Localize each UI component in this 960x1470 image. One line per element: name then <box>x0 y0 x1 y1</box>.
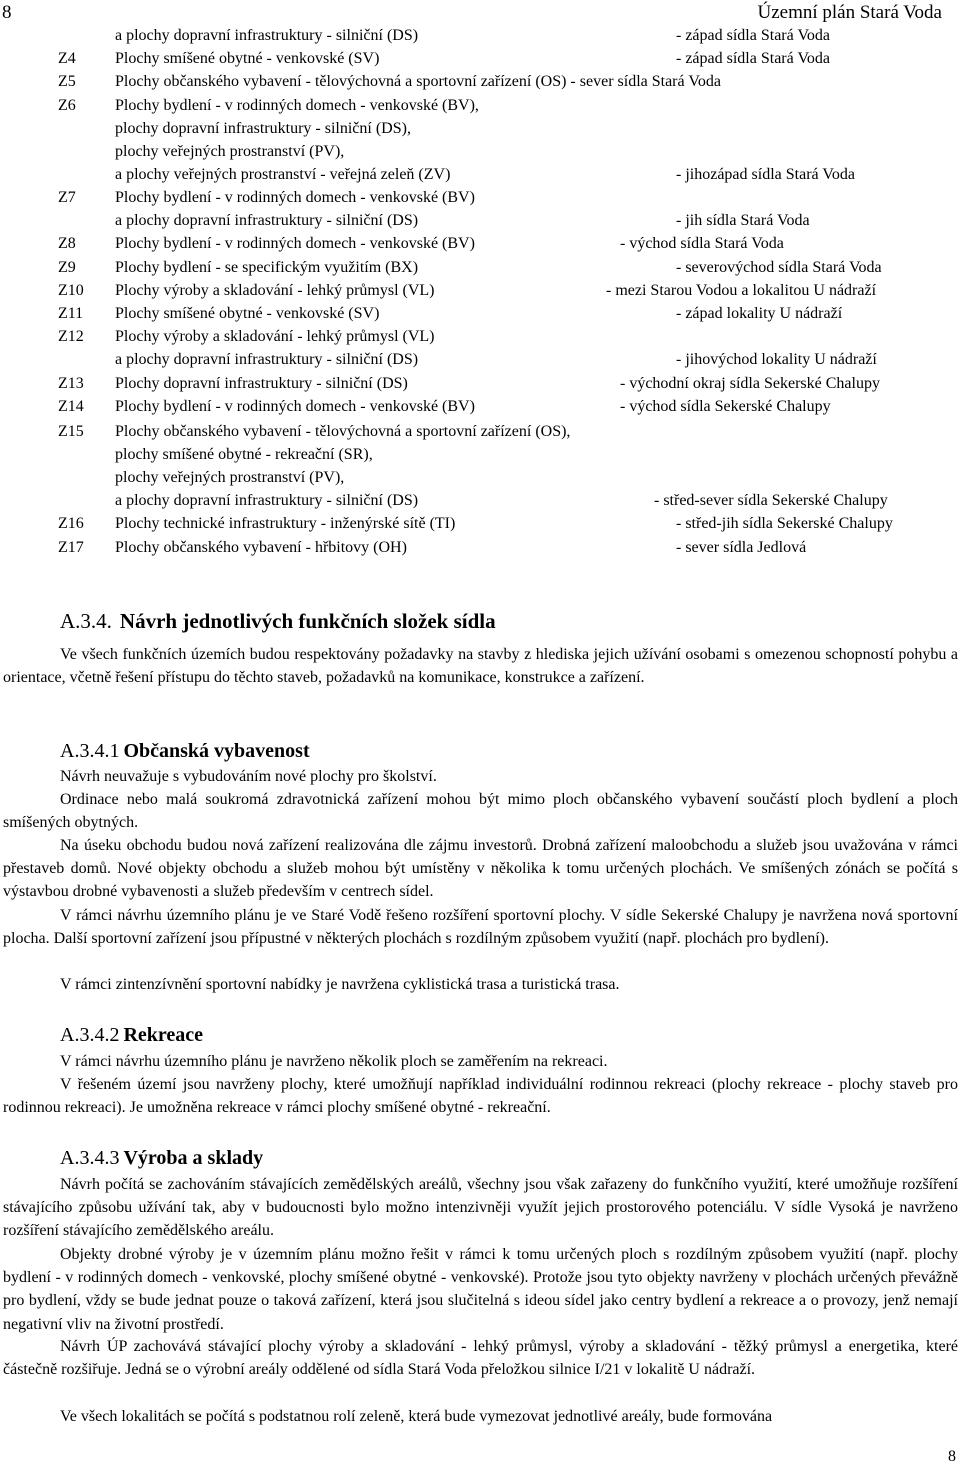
zone-description: Plochy smíšené obytné - venkovské (SV) <box>115 305 380 322</box>
zone-row <box>0 420 960 443</box>
zone-description: Plochy technické infrastruktury - inženýrské sítě (TI) <box>115 515 456 532</box>
zone-code: Z15 <box>58 423 84 440</box>
zone-description: a plochy dopravní infrastruktury - silniční (DS) <box>115 212 419 229</box>
zone-description: a plochy dopravní infrastruktury - silniční (DS) <box>115 351 419 368</box>
zone-description: Plochy občanského vybavení - tělovýchovná a sportovní zařízení (OS), <box>115 423 571 440</box>
zone-row <box>0 443 960 466</box>
subsection-heading-civic <box>60 738 310 764</box>
zone-row <box>0 536 960 559</box>
paragraph: Ordinace nebo malá soukromá zdravotnická zařízení mohou být mimo ploch občanského vybavení součástí ploch bydlení a ploch smíšených obytných. <box>3 791 958 832</box>
zone-location: - jihovýchod lokality U nádraží <box>676 351 877 368</box>
zone-description: Plochy občanského vybavení - tělovýchovná a sportovní zařízení (OS) - sever sídla Stará Voda <box>115 73 721 90</box>
paragraph: Ve všech lokalitách se počítá s podstatnou rolí zeleně, která bude vymezovat jednotlivé areály, bude formována <box>60 1408 773 1425</box>
paragraph: Návrh ÚP zachovává stávající plochy výroby a skladování - lehký průmysl, výroby a skladování - těžký průmysl a energetika, které částečně rozšiřuje. Jedná se o výrobní areály oddělené od sídla Stará Voda přeložkou silnice I/21 v lokalitě U nádraží. <box>3 1338 958 1379</box>
zone-description: plochy veřejných prostranství (PV), <box>115 469 345 486</box>
zone-description: Plochy výroby a skladování - lehký průmysl (VL) <box>115 282 435 299</box>
subsection-number: A.3.4.2 <box>60 1024 120 1046</box>
zone-location: - střed-jih sídla Sekerské Chalupy <box>676 515 893 532</box>
subsection-title: Občanská vybavenost <box>123 740 310 762</box>
zone-description: a plochy dopravní infrastruktury - silniční (DS) <box>115 492 419 509</box>
zone-description: Plochy bydlení - v rodinných domech - venkovské (BV) <box>115 235 475 252</box>
zone-code: Z5 <box>58 73 76 90</box>
zone-location: - západ lokality U nádraží <box>676 305 843 322</box>
zone-description: Plochy bydlení - se specifickým využitím (BX) <box>115 259 419 276</box>
header-page-number: 8 <box>2 2 12 23</box>
section-number: A.3.4. <box>60 609 112 633</box>
section-heading <box>60 606 496 636</box>
zone-location: - východ sídla Stará Voda <box>620 235 784 252</box>
footer-page-number: 8 <box>948 1448 956 1465</box>
paragraph: V rámci návrhu územního plánu je navrženo několik ploch se zaměřením na rekreaci. <box>60 1053 608 1070</box>
zone-row <box>0 348 960 371</box>
zone-row <box>0 47 960 70</box>
zone-location: - západ sídla Stará Voda <box>676 50 831 67</box>
zone-row <box>0 256 960 279</box>
zone-location: - východ sídla Sekerské Chalupy <box>620 398 831 415</box>
subsection-heading-production <box>60 1145 263 1171</box>
paragraph: Objekty drobné výroby je v územním plánu možno řešit v rámci k tomu určených ploch s rozdílným způsobem využití (např. plochy bydlení - v rodinných domech - venkovské, plochy smíšené obytné - venkovské). Protože jsou tyto objekty navrženy v plochách určených převážně pro bydlení, vždy se bude jednat pouze o taková zařízení, která jsou slučitelná s ideou sídel jako centry bydlení a rekreace a o provozy, jenž nemají negativní vliv na životní prostředí. <box>3 1246 958 1333</box>
zone-description: plochy dopravní infrastruktury - silniční (DS), <box>115 120 411 137</box>
subsection-number: A.3.4.1 <box>60 740 120 762</box>
zone-code: Z9 <box>58 259 76 276</box>
zone-row <box>0 489 960 512</box>
zone-code: Z17 <box>58 539 84 556</box>
zone-row <box>0 279 960 302</box>
paragraph: V rámci zintenzívnění sportovní nabídky je navržena cyklistická trasa a turistická trasa. <box>60 976 620 993</box>
zone-code: Z12 <box>58 328 84 345</box>
subsection-number: A.3.4.3 <box>60 1147 120 1169</box>
zone-description: Plochy výroby a skladování - lehký průmysl (VL) <box>115 328 435 345</box>
zone-code: Z13 <box>58 375 84 392</box>
zone-description: Plochy dopravní infrastruktury - silniční (DS) <box>115 375 408 392</box>
zone-location: - sever sídla Jedlová <box>676 539 807 556</box>
paragraph: Návrh počítá se zachováním stávajících zemědělských areálů, všechny jsou však zařazeny do funkčního využití, které umožňuje rozšíření stávajícího způsobu užívání tak, aby v budoucnosti bylo možno intenzivněji využít jejich prostorového potenciálu. V sídle Vysoká je navrženo rozšíření stávajícího zemědělského areálu. <box>3 1176 958 1240</box>
zone-description: Plochy bydlení - v rodinných domech - venkovské (BV) <box>115 398 475 415</box>
zone-location: - mezi Starou Vodou a lokalitou U nádraží <box>606 282 877 299</box>
zone-description: Plochy smíšené obytné - venkovské (SV) <box>115 50 380 67</box>
zone-code: Z16 <box>58 515 84 532</box>
header-document-title: Územní plán Stará Voda <box>757 2 942 23</box>
zone-row <box>0 186 960 209</box>
zone-code: Z11 <box>58 305 84 322</box>
section-intro-paragraph: Ve všech funkčních územích budou respektovány požadavky na stavby z hlediska jejich užívání osobami s omezenou schopností pohybu a orientace, včetně řešení přístupu do těchto staveb, požadavků na komunikace, konstrukce a zařízení. <box>3 646 958 687</box>
zone-code: Z4 <box>58 50 76 67</box>
subsection-title: Rekreace <box>123 1024 204 1046</box>
zone-code: Z8 <box>58 235 76 252</box>
zone-row <box>0 70 960 93</box>
zone-code: Z10 <box>58 282 84 299</box>
zone-description: a plochy dopravní infrastruktury - silniční (DS) <box>115 27 419 44</box>
zone-location: - západ sídla Stará Voda <box>676 27 831 44</box>
zone-row <box>0 395 960 418</box>
paragraph: V rámci návrhu územního plánu je ve Staré Vodě řešeno rozšíření sportovní plochy. V sídle Sekerské Chalupy je navržena nová sportovní plocha. Další sportovní zařízení jsou přípustné v některých plochách s rozdílným způsobem využití (např. plochách pro bydlení). <box>3 907 958 948</box>
zone-code: Z6 <box>58 97 76 114</box>
zone-row <box>0 24 960 47</box>
zone-row <box>0 372 960 395</box>
zone-location: - východní okraj sídla Sekerské Chalupy <box>620 375 880 392</box>
zone-row <box>0 325 960 348</box>
zone-description: plochy veřejných prostranství (PV), <box>115 143 345 160</box>
zone-code: Z14 <box>58 398 84 415</box>
zone-code: Z7 <box>58 189 76 206</box>
paragraph: Na úseku obchodu budou nová zařízení realizována dle zájmu investorů. Drobná zařízení maloobchodu a služeb jsou uvažována v rámci přestaveb domů. Nové objekty obchodu a služeb mohou být umístěny v několika k tomu určených plochách. Ve smíšených zónách se počítá s výstavbou drobné vybavenosti a služeb především v centrech sídel. <box>3 837 958 901</box>
section-title: Návrh jednotlivých funkčních složek sídla <box>119 609 496 633</box>
zone-row <box>0 163 960 186</box>
zone-description: a plochy veřejných prostranství - veřejná zeleň (ZV) <box>115 166 451 183</box>
zone-row <box>0 512 960 535</box>
zone-row <box>0 140 960 163</box>
zone-description: Plochy bydlení - v rodinných domech - venkovské (BV), <box>115 97 479 114</box>
zone-location: - severovýchod sídla Stará Voda <box>676 259 882 276</box>
subsection-heading-recreation <box>60 1022 203 1048</box>
zone-row <box>0 209 960 232</box>
zone-row <box>0 94 960 117</box>
zone-location: - střed-sever sídla Sekerské Chalupy <box>654 492 888 509</box>
zone-description: Plochy občanského vybavení - hřbitovy (OH) <box>115 539 407 556</box>
zone-description: Plochy bydlení - v rodinných domech - venkovské (BV) <box>115 189 475 206</box>
zone-row <box>0 466 960 489</box>
paragraph: V řešeném území jsou navrženy plochy, které umožňují například individuální rodinnou rekreaci (plochy rekreace - plochy staveb pro rodinnou rekreaci). Je umožněna rekreace v rámci plochy smíšené obytné - rekreační. <box>3 1076 958 1117</box>
paragraph: Návrh neuvažuje s vybudováním nové plochy pro školství. <box>60 768 437 785</box>
zone-location: - jih sídla Stará Voda <box>676 212 810 229</box>
zone-row <box>0 117 960 140</box>
zone-row <box>0 302 960 325</box>
subsection-title: Výroba a sklady <box>123 1147 264 1169</box>
zone-description: plochy smíšené obytné - rekreační (SR), <box>115 446 373 463</box>
zone-row <box>0 232 960 255</box>
zone-location: - jihozápad sídla Stará Voda <box>676 166 855 183</box>
